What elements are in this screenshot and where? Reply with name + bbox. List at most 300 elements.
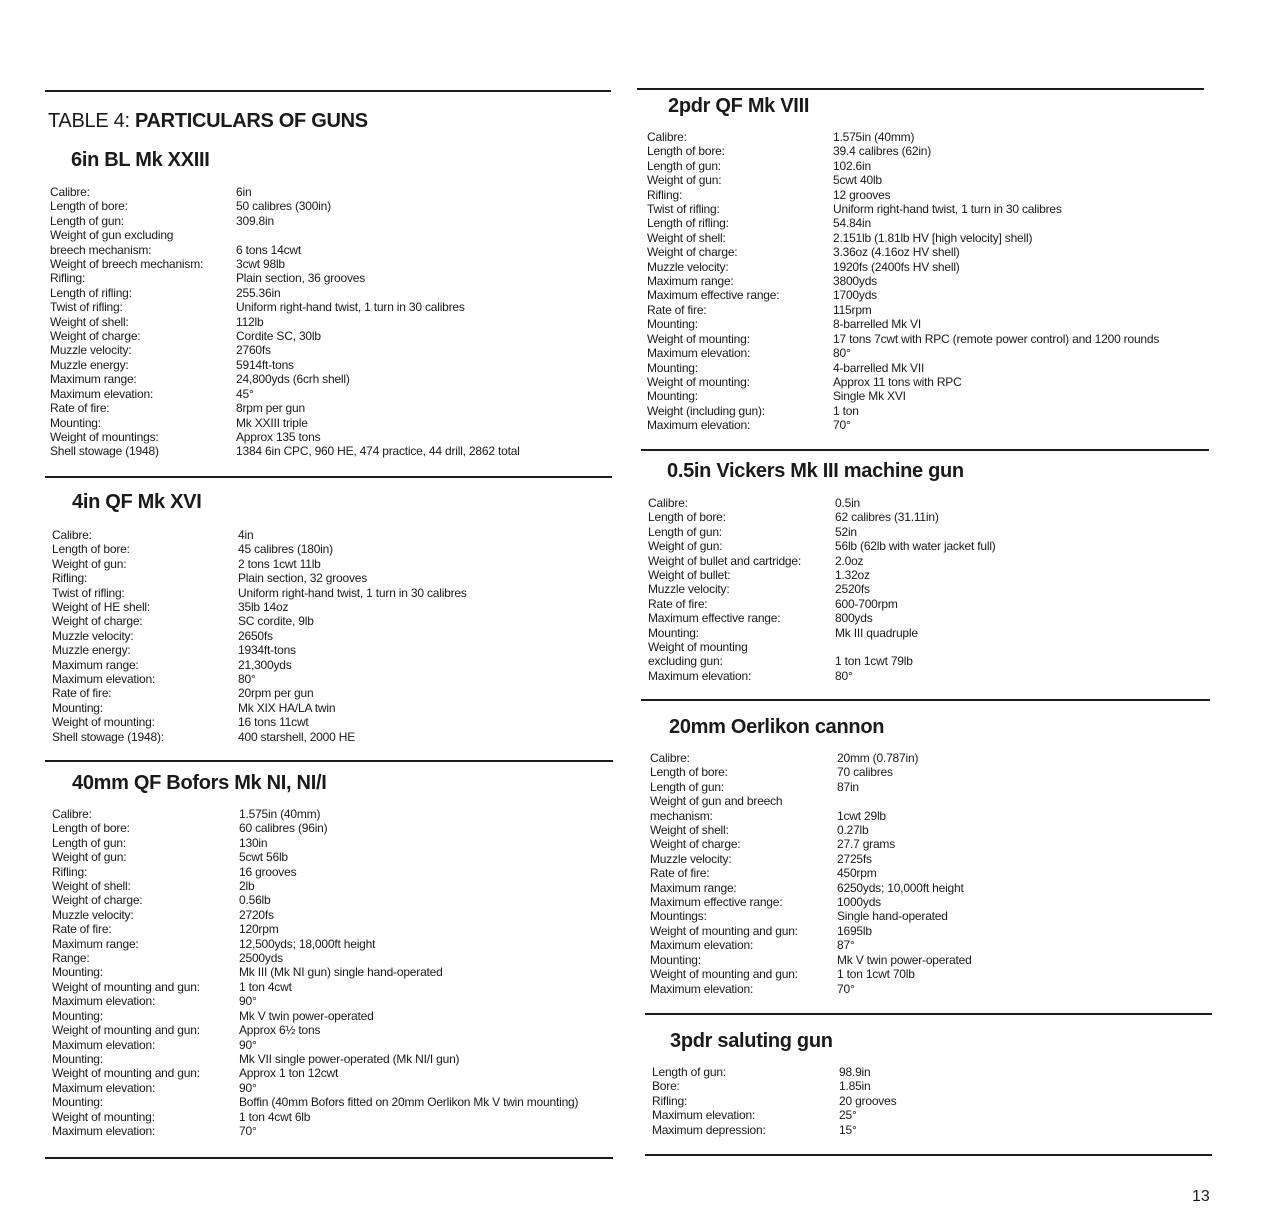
page-number: 13: [1192, 1188, 1210, 1205]
spec-value: 115rpm: [833, 302, 872, 317]
spec-value: 400 starshell, 2000 HE: [238, 729, 356, 744]
spec-value: Approx 6½ tons: [239, 1023, 321, 1038]
spec-value: 21,300yds: [238, 657, 292, 672]
spec-label: Weight of mounting: [648, 640, 748, 655]
spec-row: [52, 629, 612, 643]
spec-label: Weight of gun:: [647, 173, 722, 188]
spec-value: 20rpm per gun: [238, 686, 314, 701]
spec-row: [50, 286, 610, 300]
spec-value: 45°: [236, 386, 254, 401]
spec-value: 800yds: [835, 611, 873, 626]
spec-label: Muzzle velocity:: [650, 851, 732, 866]
spec-label: Weight (including gun):: [647, 403, 765, 418]
spec-row: [52, 715, 612, 729]
spec-label: Calibre:: [647, 130, 687, 144]
spec-row: [652, 1094, 1212, 1108]
spec-label: Length of bore:: [650, 765, 728, 780]
spec-row: [50, 315, 610, 329]
spec-row: [52, 586, 612, 600]
spec-value: 4-barrelled Mk VII: [833, 360, 925, 375]
spec-label: Rate of fire:: [50, 401, 110, 416]
spec-row: [50, 372, 610, 386]
spec-row: [52, 836, 612, 850]
spec-row: [650, 751, 1210, 765]
spec-row: [652, 1065, 1212, 1079]
spec-label: Maximum elevation:: [647, 418, 751, 433]
spec-label: Length of rifling:: [50, 285, 132, 300]
spec-row: [647, 389, 1207, 403]
spec-label: Maximum range:: [52, 936, 139, 951]
spec-value: 130in: [239, 835, 268, 850]
spec-row: [648, 539, 1208, 553]
spec-row: [648, 597, 1208, 611]
spec-value: 3800yds: [833, 274, 877, 289]
spec-label: Weight of mounting and gun:: [52, 1023, 200, 1038]
spec-value: 62 calibres (31.11in): [835, 510, 939, 525]
spec-label: Calibre:: [52, 528, 92, 542]
spec-row: [50, 387, 610, 401]
spec-label: Weight of gun:: [648, 539, 723, 554]
spec-list: [52, 528, 612, 744]
spec-row: [650, 809, 1210, 823]
spec-value: 70 calibres: [837, 765, 893, 780]
spec-label: Maximum effective range:: [647, 288, 780, 303]
spec-value: 1.575in (40mm): [239, 807, 321, 821]
spec-value: 1cwt 29lb: [837, 808, 886, 823]
spec-value: 70°: [239, 1123, 257, 1138]
spec-row: [52, 980, 612, 994]
spec-label: Weight of shell:: [650, 823, 729, 838]
spec-label: Weight of charge:: [647, 245, 738, 260]
spec-value: 1000yds: [837, 895, 881, 910]
spec-label: Weight of mounting and gun:: [650, 923, 798, 938]
divider-rule: [645, 1154, 1212, 1156]
spec-value: 120rpm: [239, 922, 279, 937]
spec-row: [52, 821, 612, 835]
spec-value: 20 grooves: [839, 1093, 897, 1108]
divider-rule: [641, 699, 1210, 701]
spec-row: [50, 271, 610, 285]
spec-value: 1700yds: [833, 288, 877, 303]
spec-value: 255.36in: [236, 285, 281, 300]
spec-row: [650, 780, 1210, 794]
spec-list: [650, 751, 1210, 996]
spec-value: 60 calibres (96in): [239, 821, 328, 836]
spec-row: [52, 951, 612, 965]
spec-row: [647, 188, 1207, 202]
spec-row: [650, 909, 1210, 923]
spec-label: Mounting:: [648, 625, 699, 640]
spec-value: 56lb (62lb with water jacket full): [835, 539, 996, 554]
spec-row: [52, 542, 612, 556]
divider-rule: [45, 1157, 613, 1159]
spec-label: Weight of HE shell:: [52, 600, 151, 615]
spec-value: 1 ton: [833, 403, 859, 418]
spec-value: 2650fs: [238, 628, 273, 643]
spec-row: [50, 343, 610, 357]
spec-row: [652, 1108, 1212, 1122]
spec-label: Rate of fire:: [52, 686, 112, 701]
spec-row: [52, 850, 612, 864]
spec-value: Uniform right-hand twist, 1 turn in 30 calibres: [833, 202, 1062, 217]
spec-label: Maximum elevation:: [647, 346, 751, 361]
spec-list: [52, 807, 612, 1138]
spec-label: Maximum range:: [647, 274, 734, 289]
spec-label: Weight of mounting:: [647, 374, 750, 389]
spec-row: [50, 185, 610, 199]
spec-row: [52, 807, 612, 821]
spec-label: Maximum elevation:: [52, 1123, 156, 1138]
spec-value: Plain section, 32 grooves: [238, 571, 368, 586]
spec-row: [52, 730, 612, 744]
table-heading-title: PARTICULARS OF GUNS: [134, 110, 368, 132]
spec-label: Mounting:: [52, 1051, 103, 1066]
spec-row: [52, 922, 612, 936]
spec-row: [648, 525, 1208, 539]
section-title: 3pdr saluting gun: [670, 1030, 833, 1052]
divider-rule: [45, 476, 612, 478]
spec-value: 87in: [837, 779, 859, 794]
spec-value: 450rpm: [837, 866, 877, 881]
spec-label: Weight of gun excluding: [50, 228, 174, 243]
spec-label: Weight of mounting:: [647, 331, 750, 346]
spec-row: [652, 1079, 1212, 1093]
divider-rule: [645, 1013, 1212, 1015]
spec-value: 102.6in: [833, 158, 871, 173]
spec-value: Mk XXIII triple: [236, 415, 308, 430]
spec-value: 35lb 14oz: [238, 600, 289, 615]
spec-label: breech mechanism:: [50, 242, 152, 257]
spec-label: mechanism:: [650, 808, 713, 823]
spec-row: [647, 245, 1207, 259]
spec-value: 80°: [238, 672, 256, 687]
spec-value: 4in: [238, 528, 254, 542]
spec-label: Length of bore:: [648, 510, 726, 525]
spec-label: Weight of bullet:: [648, 568, 731, 583]
spec-label: Weight of charge:: [52, 614, 143, 629]
spec-row: [647, 346, 1207, 360]
spec-value: 70°: [833, 418, 851, 433]
spec-value: 54.84in: [833, 216, 871, 231]
spec-label: Maximum range:: [50, 372, 137, 387]
spec-row: [52, 643, 612, 657]
spec-value: 2500yds: [239, 951, 283, 966]
divider-rule: [641, 449, 1209, 451]
spec-value: 6250yds; 10,000ft height: [837, 880, 964, 895]
spec-value: 0.27lb: [837, 823, 869, 838]
spec-row: [52, 528, 612, 542]
spec-label: Maximum elevation:: [50, 386, 154, 401]
spec-label: Length of bore:: [52, 821, 130, 836]
spec-row: [52, 1095, 612, 1109]
spec-label: Rifling:: [52, 571, 88, 586]
spec-value: 90°: [239, 1037, 257, 1052]
spec-value: Mk VII single power-operated (Mk NI/I gun): [239, 1051, 460, 1066]
spec-value: 25°: [839, 1108, 857, 1123]
spec-value: 0.56lb: [239, 893, 271, 908]
spec-value: 5cwt 56lb: [239, 850, 288, 865]
spec-label: Length of gun:: [647, 158, 721, 173]
spec-row: [647, 317, 1207, 331]
spec-label: Weight of mounting:: [52, 715, 155, 730]
spec-label: Twist of rifling:: [647, 202, 720, 217]
spec-label: Maximum elevation:: [648, 668, 752, 683]
spec-row: [648, 669, 1208, 683]
spec-row: [52, 600, 612, 614]
spec-value: Mk XIX HA/LA twin: [238, 700, 336, 715]
spec-label: Weight of gun and breech: [650, 794, 783, 809]
spec-value: 2725fs: [837, 851, 872, 866]
spec-value: Uniform right-hand twist, 1 turn in 30 calibres: [236, 300, 465, 315]
spec-row: [52, 908, 612, 922]
spec-row: [650, 895, 1210, 909]
spec-label: Maximum effective range:: [648, 611, 781, 626]
spec-value: 90°: [239, 994, 257, 1009]
spec-row: [52, 658, 612, 672]
spec-value: 70°: [837, 981, 855, 996]
section-title: 4in QF Mk XVI: [72, 491, 202, 513]
spec-label: Length of rifling:: [647, 216, 729, 231]
spec-label: Rifling:: [647, 187, 683, 202]
spec-row: [52, 893, 612, 907]
spec-value: Approx 135 tons: [236, 429, 321, 444]
spec-value: 15°: [839, 1122, 857, 1137]
spec-row: [650, 794, 1210, 808]
spec-value: Approx 1 ton 12cwt: [239, 1066, 339, 1081]
spec-label: Mounting:: [52, 1095, 103, 1110]
spec-row: [647, 375, 1207, 389]
spec-label: Maximum depression:: [652, 1122, 766, 1137]
spec-row: [650, 837, 1210, 851]
divider-rule: [45, 760, 613, 762]
spec-row: [50, 401, 610, 415]
spec-row: [648, 510, 1208, 524]
spec-label: Muzzle energy:: [52, 643, 131, 658]
spec-value: 16 grooves: [239, 864, 297, 879]
section-title: 2pdr QF Mk VIII: [668, 95, 810, 117]
spec-label: Weight of breech mechanism:: [50, 257, 204, 272]
spec-label: Weight of gun:: [52, 850, 127, 865]
spec-value: 5914ft-tons: [236, 357, 294, 372]
spec-value: 39.4 calibres (62in): [833, 144, 932, 159]
spec-value: 90°: [239, 1080, 257, 1095]
spec-row: [650, 982, 1210, 996]
spec-value: 1695lb: [837, 923, 872, 938]
spec-value: 2lb: [239, 879, 255, 894]
divider-rule: [637, 88, 1204, 90]
spec-value: 17 tons 7cwt with RPC (remote power control) and 1200 rounds: [833, 331, 1160, 346]
spec-row: [647, 159, 1207, 173]
spec-label: Mounting:: [52, 1008, 103, 1023]
spec-value: 1 ton 1cwt 70lb: [837, 967, 915, 982]
spec-label: Bore:: [652, 1079, 680, 1094]
spec-row: [50, 329, 610, 343]
spec-value: 309.8in: [236, 213, 274, 228]
spec-row: [647, 231, 1207, 245]
spec-value: 98.9in: [839, 1065, 871, 1079]
spec-label: Calibre:: [648, 496, 688, 510]
spec-value: 20mm (0.787in): [837, 751, 919, 765]
spec-row: [647, 144, 1207, 158]
spec-value: 2.0oz: [835, 553, 864, 568]
spec-label: Length of gun:: [52, 835, 126, 850]
spec-row: [52, 1052, 612, 1066]
spec-label: Length of gun:: [648, 524, 722, 539]
spec-value: Boffin (40mm Bofors fitted on 20mm Oerlikon Mk V twin mounting): [239, 1095, 579, 1110]
spec-label: Weight of shell:: [52, 879, 131, 894]
spec-value: 1.575in (40mm): [833, 130, 915, 144]
spec-label: Weight of mounting and gun:: [52, 1066, 200, 1081]
spec-row: [650, 953, 1210, 967]
spec-row: [647, 404, 1207, 418]
spec-row: [648, 611, 1208, 625]
spec-value: Cordite SC, 30lb: [236, 329, 321, 344]
section-title: 40mm QF Bofors Mk NI, NI/I: [72, 772, 327, 794]
spec-row: [650, 938, 1210, 952]
spec-label: Maximum effective range:: [650, 895, 783, 910]
spec-row: [650, 924, 1210, 938]
spec-label: Shell stowage (1948): [50, 444, 159, 459]
spec-row: [52, 571, 612, 585]
spec-row: [50, 430, 610, 444]
table-heading: [48, 110, 368, 133]
spec-label: Maximum elevation:: [52, 1037, 156, 1052]
spec-label: Muzzle velocity:: [648, 582, 730, 597]
spec-label: Muzzle velocity:: [647, 259, 729, 274]
spec-label: Calibre:: [50, 185, 90, 199]
spec-value: Single Mk XVI: [833, 389, 906, 404]
spec-row: [648, 496, 1208, 510]
spec-row: [50, 444, 610, 458]
spec-row: [52, 994, 612, 1008]
spec-row: [52, 614, 612, 628]
spec-row: [52, 557, 612, 571]
spec-value: Single hand-operated: [837, 909, 948, 924]
spec-value: 3cwt 98lb: [236, 257, 285, 272]
spec-value: 52in: [835, 524, 857, 539]
spec-list: [652, 1065, 1212, 1137]
spec-row: [52, 686, 612, 700]
spec-label: Length of bore:: [50, 199, 128, 214]
spec-row: [647, 288, 1207, 302]
spec-row: [648, 654, 1208, 668]
spec-row: [52, 1081, 612, 1095]
spec-row: [647, 202, 1207, 216]
spec-value: 1.85in: [839, 1079, 871, 1094]
spec-row: [647, 361, 1207, 375]
spec-label: Weight of charge:: [52, 893, 143, 908]
spec-label: Muzzle energy:: [50, 357, 129, 372]
spec-label: Mounting:: [52, 965, 103, 980]
spec-label: Mounting:: [647, 317, 698, 332]
spec-label: Weight of shell:: [50, 314, 129, 329]
spec-value: 12 grooves: [833, 187, 891, 202]
spec-label: Calibre:: [52, 807, 92, 821]
spec-row: [52, 865, 612, 879]
spec-label: Twist of rifling:: [50, 300, 123, 315]
spec-label: Maximum elevation:: [52, 1080, 156, 1095]
spec-value: 6in: [236, 185, 252, 199]
spec-label: Maximum elevation:: [652, 1108, 756, 1123]
spec-row: [50, 300, 610, 314]
spec-value: 27.7 grams: [837, 837, 896, 852]
spec-value: 2720fs: [239, 907, 274, 922]
spec-row: [650, 823, 1210, 837]
spec-label: Muzzle velocity:: [50, 343, 132, 358]
spec-label: excluding gun:: [648, 654, 723, 669]
spec-row: [50, 257, 610, 271]
spec-row: [648, 582, 1208, 596]
spec-value: 8-barrelled Mk VI: [833, 317, 921, 332]
spec-label: Twist of rifling:: [52, 585, 125, 600]
spec-value: 1.32oz: [835, 568, 870, 583]
spec-label: Rifling:: [652, 1093, 688, 1108]
spec-value: 45 calibres (180in): [238, 542, 333, 557]
spec-value: 1 ton 4cwt: [239, 979, 292, 994]
spec-label: Weight of bullet and cartridge:: [648, 553, 802, 568]
spec-label: Muzzle velocity:: [52, 628, 134, 643]
spec-label: Maximum elevation:: [650, 981, 754, 996]
spec-value: Mk V twin power-operated: [239, 1008, 374, 1023]
spec-label: Weight of charge:: [50, 329, 141, 344]
spec-row: [650, 765, 1210, 779]
spec-row: [52, 1066, 612, 1080]
spec-label: Mounting:: [647, 389, 698, 404]
spec-value: Mk III (Mk NI gun) single hand-operated: [239, 965, 443, 980]
spec-label: Rate of fire:: [647, 302, 707, 317]
spec-label: Length of bore:: [52, 542, 130, 557]
spec-row: [52, 965, 612, 979]
spec-label: Maximum elevation:: [650, 938, 754, 953]
spec-row: [648, 640, 1208, 654]
spec-row: [650, 852, 1210, 866]
spec-row: [652, 1123, 1212, 1137]
spec-value: 87°: [837, 938, 855, 953]
spec-label: Weight of mountings:: [50, 429, 159, 444]
spec-row: [648, 568, 1208, 582]
spec-value: 50 calibres (300in): [236, 199, 331, 214]
spec-row: [52, 879, 612, 893]
spec-row: [647, 303, 1207, 317]
spec-row: [647, 332, 1207, 346]
spec-row: [647, 418, 1207, 432]
spec-value: 1384 6in CPC, 960 HE, 474 practice, 44 drill, 2862 total: [236, 444, 520, 459]
spec-row: [647, 173, 1207, 187]
spec-label: Weight of mounting:: [52, 1109, 155, 1124]
spec-row: [50, 358, 610, 372]
spec-row: [52, 1124, 612, 1138]
spec-label: Maximum elevation:: [52, 672, 156, 687]
spec-label: Length of gun:: [50, 213, 124, 228]
spec-row: [650, 866, 1210, 880]
spec-value: 600-700rpm: [835, 596, 898, 611]
spec-row: [650, 881, 1210, 895]
spec-value: 2.151lb (1.81lb HV [high velocity] shell): [833, 230, 1033, 245]
spec-value: 12,500yds; 18,000ft height: [239, 936, 376, 951]
section-title: 0.5in Vickers Mk III machine gun: [667, 460, 964, 482]
spec-row: [650, 967, 1210, 981]
spec-value: SC cordite, 9lb: [238, 614, 314, 629]
spec-label: Length of bore:: [647, 144, 725, 159]
spec-value: 24,800yds (6crh shell): [236, 372, 350, 387]
spec-value: Approx 11 tons with RPC: [833, 374, 962, 389]
spec-value: 1934ft-tons: [238, 643, 296, 658]
spec-label: Length of gun:: [650, 779, 724, 794]
spec-value: Plain section, 36 grooves: [236, 271, 366, 286]
spec-value: 1 ton 1cwt 79lb: [835, 654, 913, 669]
spec-value: 2520fs: [835, 582, 870, 597]
spec-value: 80°: [835, 668, 853, 683]
